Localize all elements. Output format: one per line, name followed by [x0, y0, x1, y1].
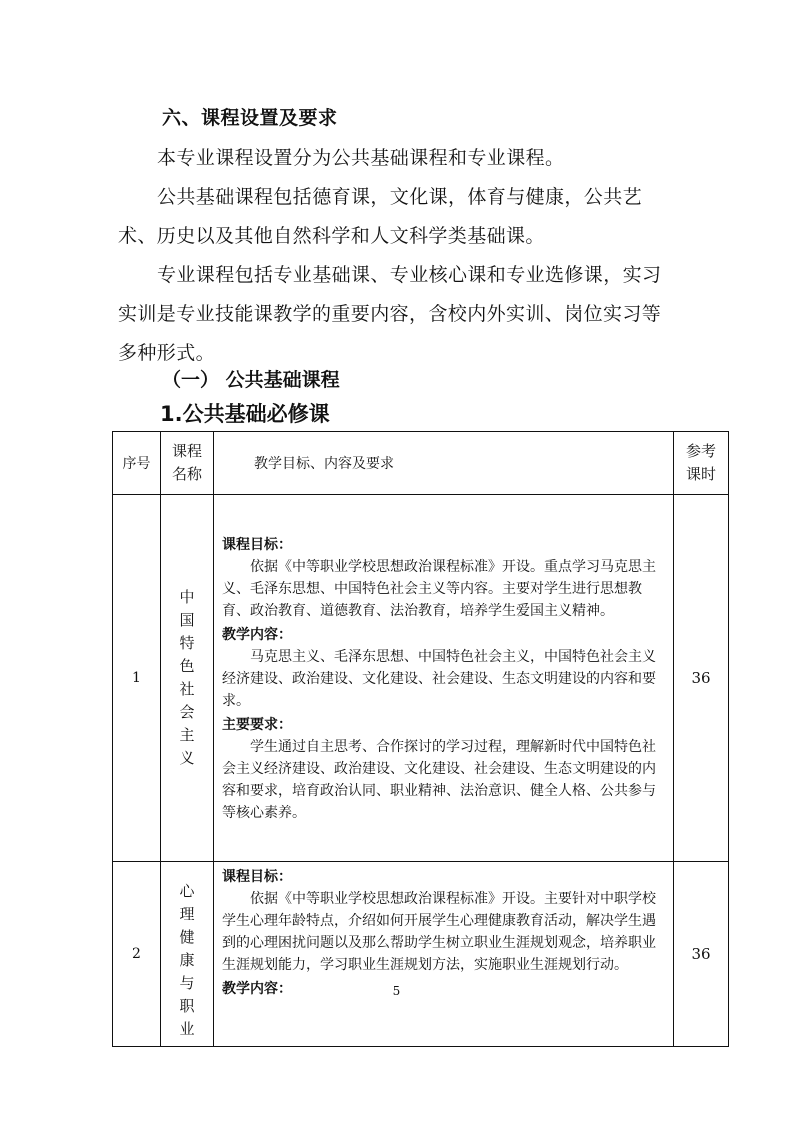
page-number: 5 — [392, 984, 401, 998]
section-body: 依据《中等职业学校思想政治课程标准》开设。主要针对中职学校学生心理年龄特点，介绍如何开展学生心理健康教育活动，解决学生遇到的心理困扰问题以及那么帮助学生树立职业生涯规划观念，培养职业生涯规划能力，学习职业生涯规划方法，实施职业生涯规划行动。 — [222, 891, 656, 973]
table-row — [113, 495, 729, 862]
row-no: 1 — [113, 495, 161, 862]
row-content — [214, 862, 674, 1047]
row-course-name: 心理健康与职业 — [161, 862, 214, 1047]
subheading-public-courses: （一） 公共基础课程 — [162, 369, 340, 391]
section-heading: 六、课程设置及要求 — [162, 107, 338, 129]
row-hours: 36 — [674, 862, 729, 1047]
section-body: 学生通过自主思考、合作探讨的学习过程，理解新时代中国特色社会主义经济建设、政治建设、文化建设、社会建设、生态文明建设的内容和要求，培育政治认同、职业精神、法治意识、健全人格、公共参与等核心素养。 — [222, 739, 656, 821]
header-hours: 参考课时 — [674, 432, 729, 495]
section-title: 主要要求： — [222, 717, 292, 733]
row-content — [214, 495, 674, 862]
table-header-row — [113, 432, 729, 495]
row-course-name: 中国特色社会主义 — [161, 495, 214, 862]
course-table — [112, 431, 729, 1047]
section-title: 教学内容： — [222, 981, 292, 997]
paragraph-2: 公共基础课程包括德育课，文化课，体育与健康，公共艺术、历史以及其他自然科学和人文科学类基础课。 — [118, 186, 643, 247]
section-title: 课程目标： — [222, 869, 292, 885]
header-name: 课程名称 — [161, 432, 214, 495]
section-body: 马克思主义、毛泽东思想、中国特色社会主义，中国特色社会主义经济建设、政治建设、文化建设、社会建设、生态文明建设的内容和要求。 — [222, 649, 656, 709]
subheading-required-courses: 1.公共基础必修课 — [160, 402, 330, 426]
paragraph-1: 本专业课程设置分为公共基础课程和专业课程。 — [157, 147, 565, 169]
paragraph-3: 专业课程包括专业基础课、专业核心课和专业选修课，实习实训是专业技能课教学的重要内容，含校内外实训、岗位实习等多种形式。 — [118, 264, 662, 364]
section-body: 依据《中等职业学校思想政治课程标准》开设。重点学习马克思主义、毛泽东思想、中国特色社会主义等内容。主要对学生进行思想教育、政治教育、道德教育、法治教育，培养学生爱国主义精神。 — [222, 559, 656, 619]
row-hours: 36 — [674, 495, 729, 862]
row-no: 2 — [113, 862, 161, 1047]
header-content: 教学目标、内容及要求 — [214, 432, 674, 495]
section-title: 教学内容： — [222, 627, 292, 643]
table-row — [113, 862, 729, 1047]
header-no: 序号 — [113, 432, 161, 495]
section-title: 课程目标： — [222, 537, 292, 553]
